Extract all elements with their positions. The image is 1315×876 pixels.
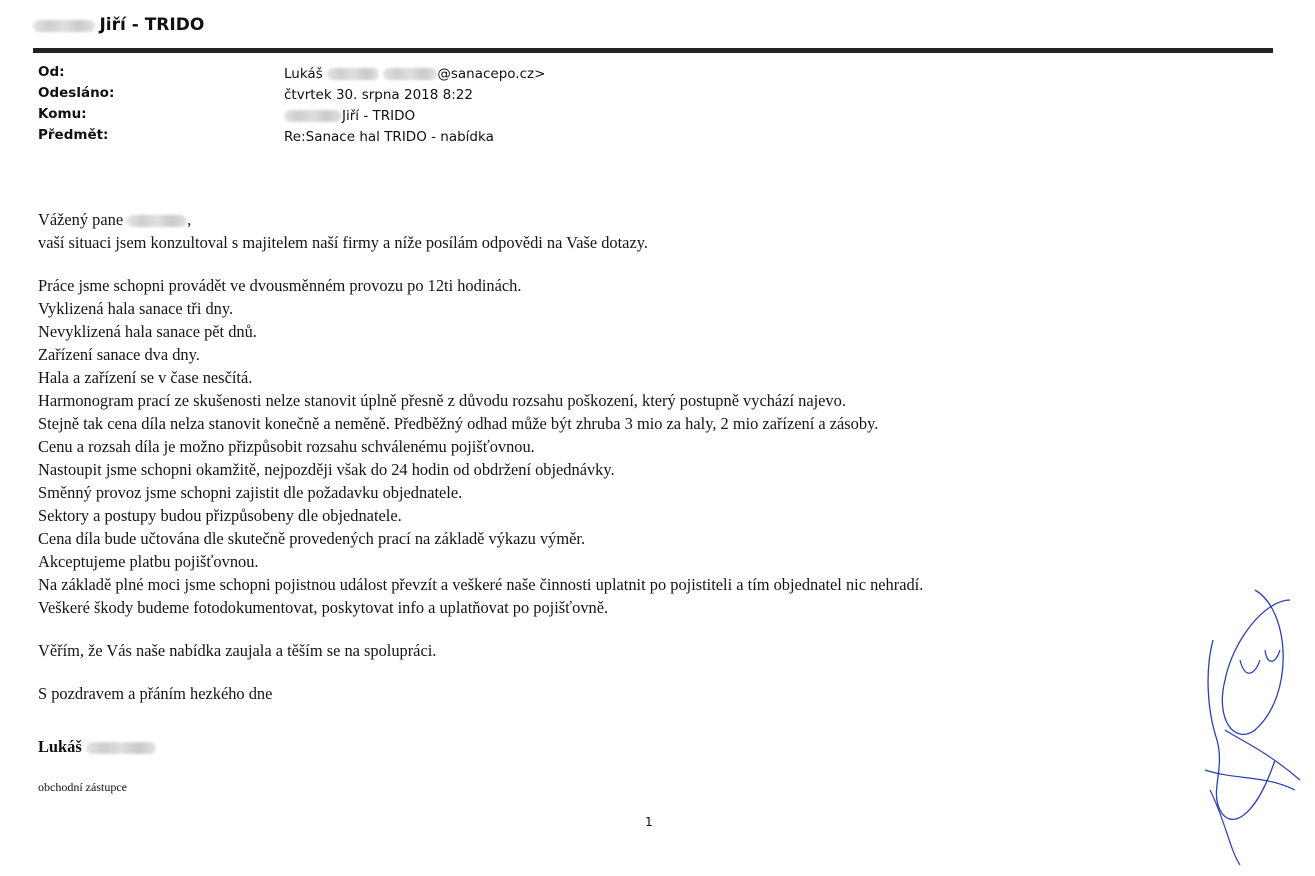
subject-value: Re:Sanace hal TRIDO - nabídka bbox=[284, 129, 494, 145]
to-value bbox=[284, 106, 545, 127]
from-value bbox=[284, 64, 545, 85]
body-line: Vyklizená hala sanace tři dny. bbox=[38, 299, 234, 318]
redacted-to-surname bbox=[284, 110, 342, 122]
body-line: Na základě plné moci jsme schopni pojistnou událost převzít a veškeré naše činnosti uplatnit po pojistiteli a tím objednatel nic nehradí. bbox=[38, 575, 924, 594]
greeting-prefix: Vážený pane bbox=[38, 210, 124, 229]
email-title bbox=[33, 15, 204, 35]
greeting-suffix: , bbox=[187, 210, 192, 229]
redacted-email-user bbox=[383, 68, 437, 80]
to-name: Jiří - TRIDO bbox=[342, 108, 416, 124]
body-line: Akceptujeme platbu pojišťovnou. bbox=[38, 552, 259, 571]
body-line: Cenu a rozsah díla je možno přizpůsobit rozsahu schválenému pojišťovnou. bbox=[38, 437, 535, 456]
header-values bbox=[284, 64, 545, 148]
sent-value: čtvrtek 30. srpna 2018 8:22 bbox=[284, 87, 473, 103]
handwritten-signature bbox=[1195, 580, 1310, 870]
label-to: Komu: bbox=[38, 106, 87, 122]
from-email-suffix: @sanacepo.cz> bbox=[437, 66, 546, 82]
label-sent: Odesláno: bbox=[38, 85, 115, 101]
body-line: Práce jsme schopni provádět ve dvousměnném provozu po 12ti hodinách. bbox=[38, 276, 522, 295]
header-labels bbox=[38, 62, 114, 146]
paragraph-gap bbox=[38, 254, 1098, 274]
page-number: 1 bbox=[645, 815, 653, 829]
body-line: Harmonogram prací ze skušenosti nelze stanovit úplně přesně z důvodu rozsahu poškození, který postupně vychází najevo. bbox=[38, 391, 846, 410]
signature-name bbox=[38, 737, 156, 757]
body-line: Hala a zařízení se v čase nesčítá. bbox=[38, 368, 253, 387]
paragraph-gap bbox=[38, 662, 1098, 682]
email-title-text: Jiří - TRIDO bbox=[99, 15, 205, 35]
body-line: Směnný provoz jsme schopni zajistit dle požadavku objednatele. bbox=[38, 483, 463, 502]
paragraph-gap bbox=[38, 619, 1098, 639]
label-from: Od: bbox=[38, 64, 65, 80]
redacted-recipient bbox=[127, 215, 187, 227]
email-body bbox=[38, 208, 1098, 705]
body-line: Sektory a postupy budou přizpůsobeny dle objednatele. bbox=[38, 506, 402, 525]
intro-line: vaší situaci jsem konzultoval s majitelem naší firmy a níže posílám odpovědi na Vaše dotazy. bbox=[38, 233, 648, 252]
from-name: Lukáš bbox=[284, 66, 323, 82]
title-divider bbox=[33, 48, 1273, 53]
closing-line: Věřím, že Vás naše nabídka zaujala a těším se na spolupráci. bbox=[38, 641, 437, 660]
body-line: Veškeré škody budeme fotodokumentovat, poskytovat info a uplatňovat po pojišťovně. bbox=[38, 598, 609, 617]
body-line: Cena díla bude učtována dle skutečně provedených prací na základě výkazu výměr. bbox=[38, 529, 586, 548]
body-line: Nevyklizená hala sanace pět dnů. bbox=[38, 322, 257, 341]
label-subject: Předmět: bbox=[38, 127, 109, 143]
redacted-signature-surname bbox=[86, 742, 156, 754]
body-line: Nastoupit jsme schopni okamžitě, nejpozději však do 24 hodin od obdržení objednávky. bbox=[38, 460, 615, 479]
closing-line: S pozdravem a přáním hezkého dne bbox=[38, 684, 273, 703]
body-line: Zařízení sanace dva dny. bbox=[38, 345, 200, 364]
signature-first-name: Lukáš bbox=[38, 737, 82, 756]
redacted-from-surname bbox=[327, 68, 379, 80]
greeting bbox=[38, 208, 1098, 231]
body-line: Stejně tak cena díla nelza stanovit konečně a neměně. Předběžný odhad může být zhruba 3 mio za haly, 2 mio zařízení a zásoby. bbox=[38, 414, 879, 433]
signature-role: obchodní zástupce bbox=[38, 780, 127, 794]
redacted-surname bbox=[33, 20, 95, 32]
